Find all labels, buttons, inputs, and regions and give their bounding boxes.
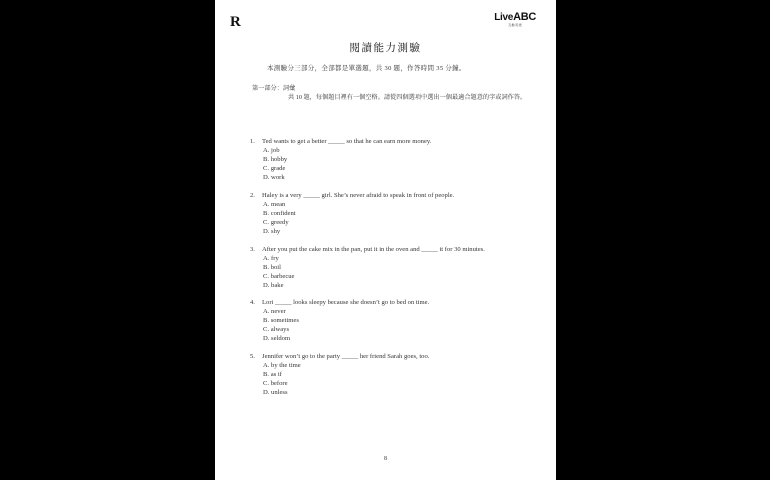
logo-accent: ABC	[513, 11, 536, 23]
option: B. sometimes	[263, 317, 299, 324]
option: B. boil	[263, 264, 281, 271]
question-stem: Jennifer won’t go to the party _____ her friend Sarah goes, too.	[262, 353, 430, 360]
question-stem: Haley is a very _____ girl. She’s never afraid to speak in front of people.	[262, 192, 455, 199]
option: B. as if	[263, 371, 282, 378]
option: D. shy	[263, 228, 281, 235]
option: A. fry	[263, 255, 279, 262]
option: B. confident	[263, 210, 296, 217]
test-intro: 本測驗分三部分，全部都是單選題，共 30 題，作答時間 35 分鐘。	[267, 65, 466, 72]
option: C. greedy	[263, 219, 289, 226]
option: A. never	[263, 308, 286, 315]
option: A. job	[263, 147, 280, 154]
page-title: 閱讀能力測驗	[349, 43, 422, 54]
option: C. barbecue	[263, 273, 295, 280]
question-stem: Lori _____ looks sleepy because she doesn’t go to bed on time.	[262, 299, 430, 306]
question-number: 5.	[250, 353, 255, 360]
option: A. mean	[263, 201, 286, 208]
option: D. seldom	[263, 335, 291, 342]
section-mark: R	[230, 14, 241, 30]
question-3	[250, 245, 485, 290]
question-number: 3.	[250, 246, 255, 253]
logo-text: Live	[494, 12, 514, 23]
option: C. always	[263, 326, 290, 333]
document-page	[215, 0, 556, 480]
question-stem: After you put the cake mix in the pan, put it in the oven and _____ it for 30 minutes.	[262, 246, 485, 253]
question-2	[250, 191, 454, 236]
option: D. unless	[263, 389, 288, 396]
option: B. hobby	[263, 156, 288, 163]
page-number: 8	[384, 456, 387, 462]
question-number: 4.	[250, 299, 255, 306]
option: D. work	[263, 174, 285, 181]
question-1	[250, 137, 431, 182]
option: A. by the time	[263, 362, 301, 369]
logo-subtext: 互動英語	[508, 23, 523, 27]
question-5	[250, 352, 429, 397]
question-4	[250, 298, 429, 343]
option: D. bake	[263, 282, 284, 289]
question-number: 1.	[250, 138, 255, 145]
question-stem: Ted wants to get a better _____ so that he can earn more money.	[262, 138, 432, 145]
part-label: 第一部分：詞彙	[252, 85, 296, 92]
question-number: 2.	[250, 192, 255, 199]
part-description: 共 10 題，每個題目裡有一個空格。請從四個選項中選出一個最適合題意的字或詞作答。	[288, 94, 527, 101]
option: C. grade	[263, 165, 286, 172]
logo	[494, 12, 536, 27]
option: C. before	[263, 380, 288, 387]
